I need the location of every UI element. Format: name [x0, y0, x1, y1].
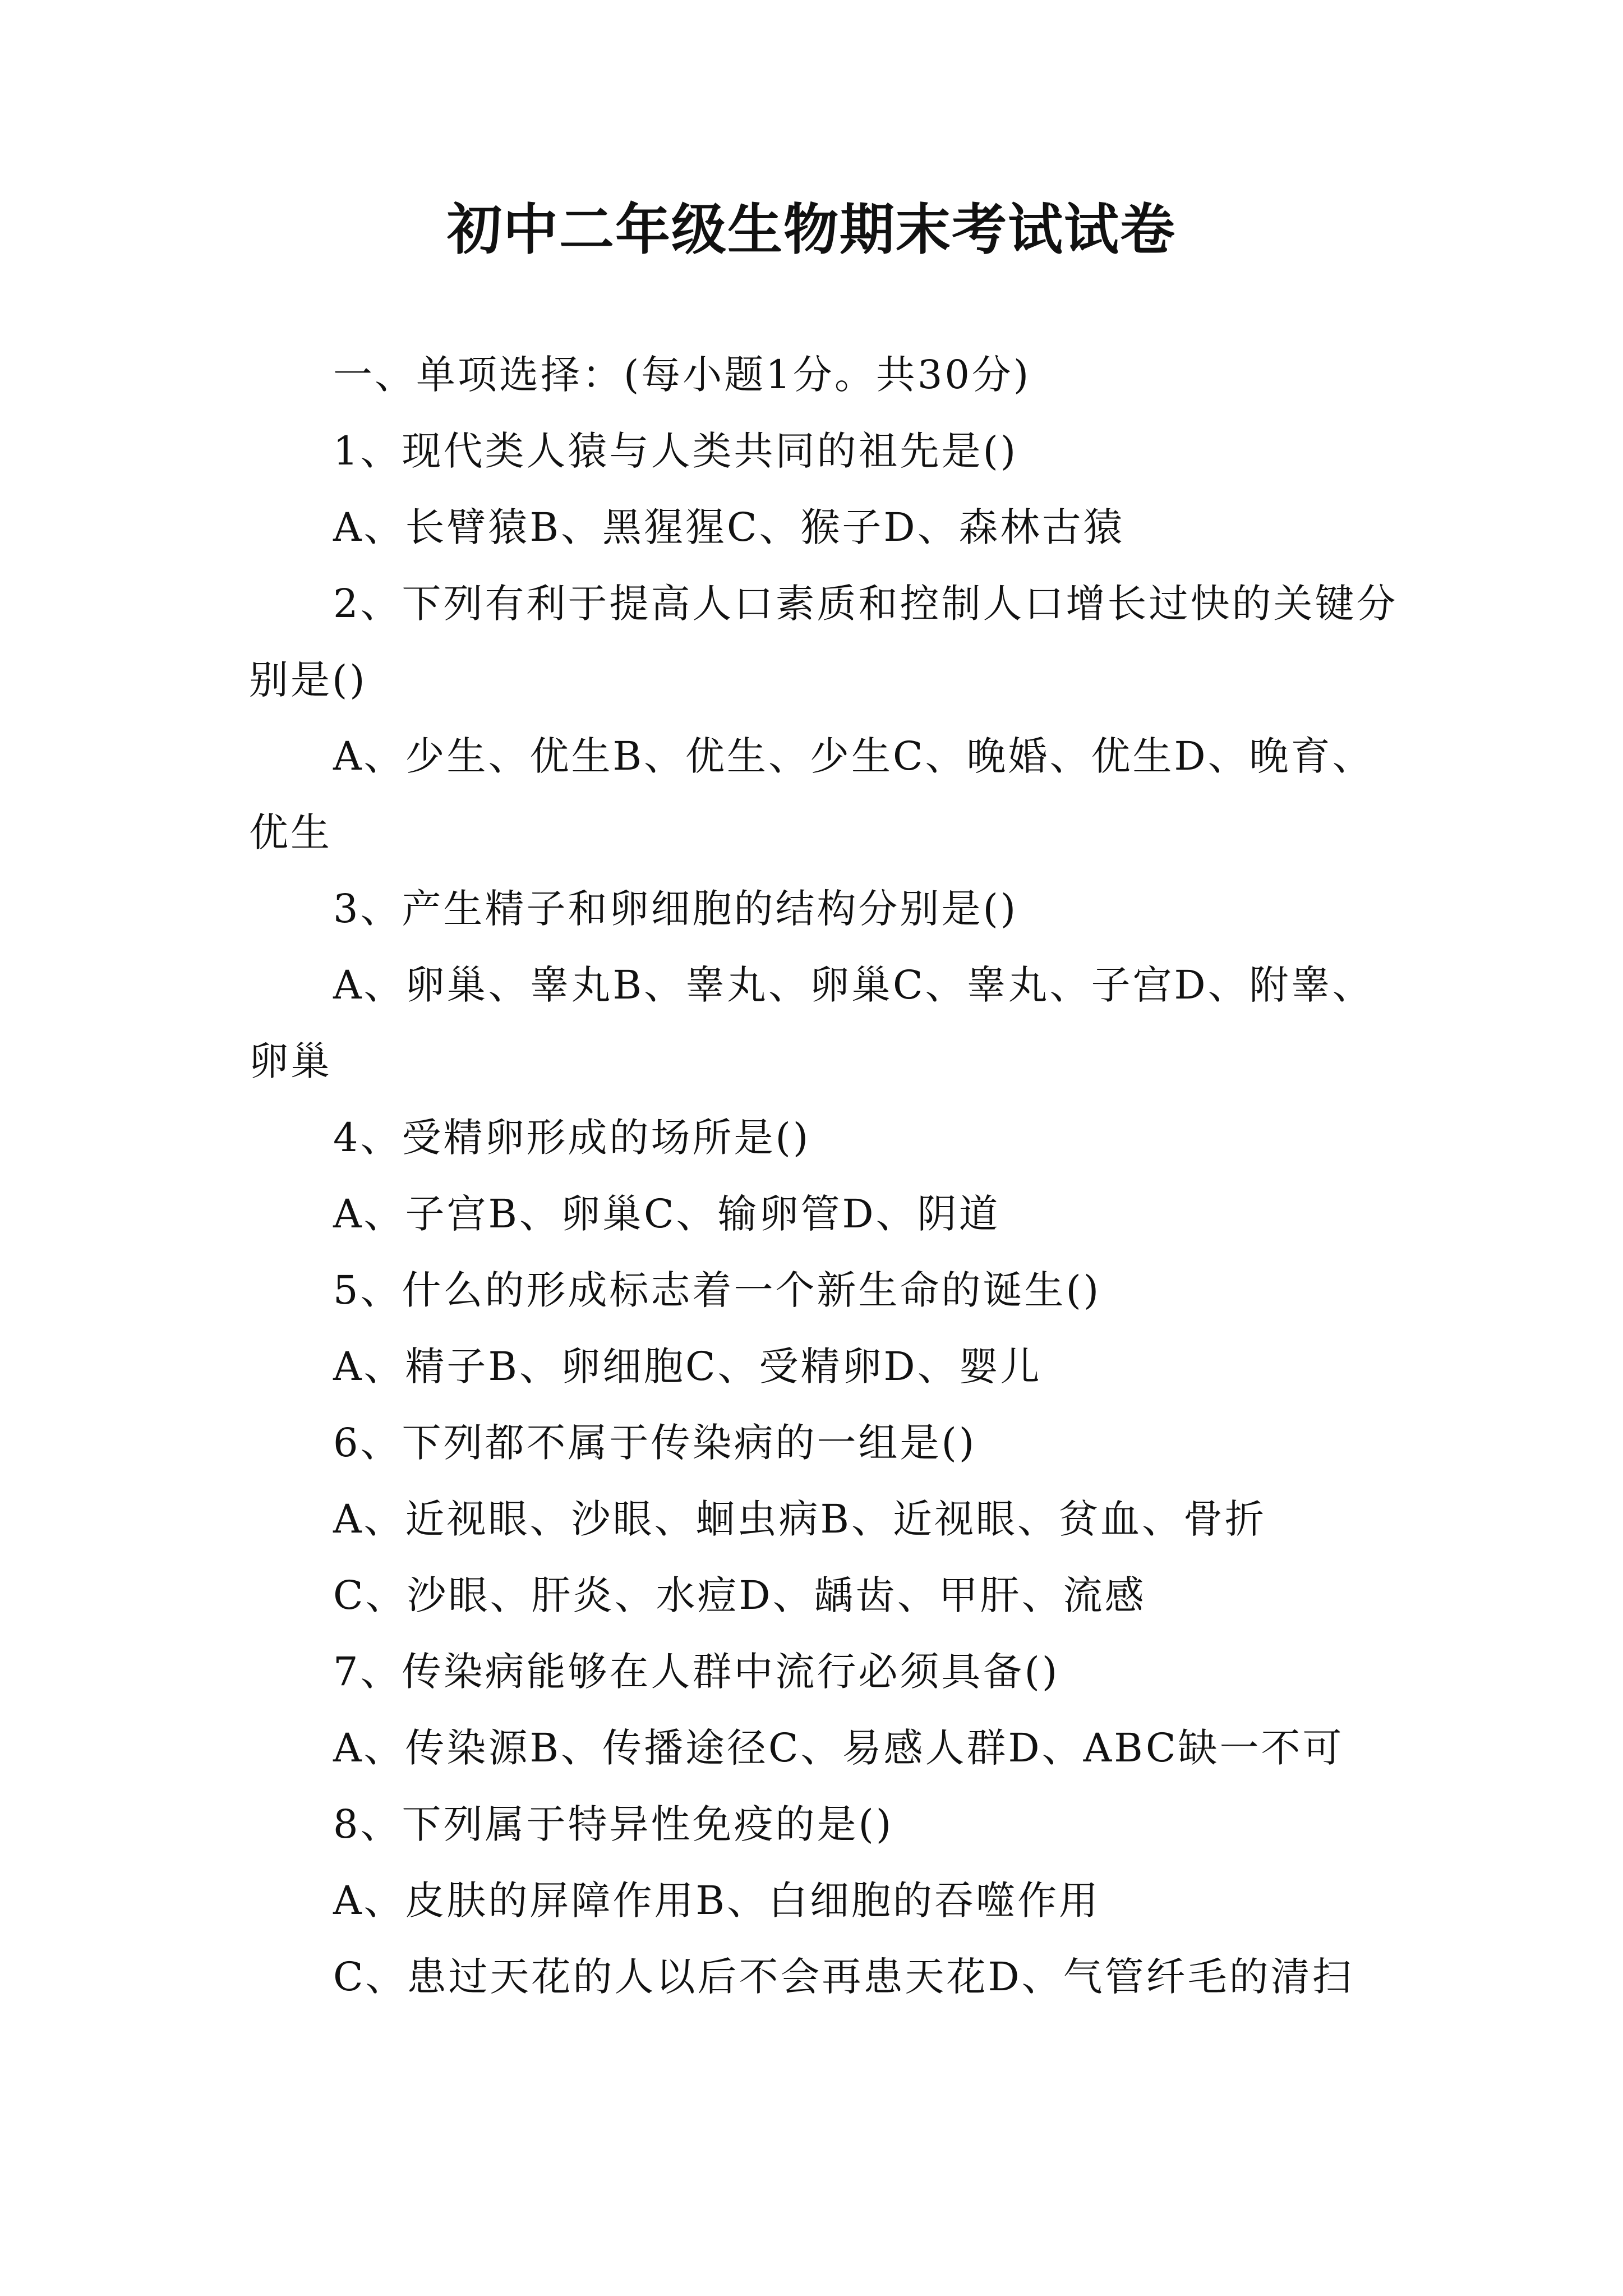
- question-5-options: A、精子B、卵细胞C、受精卵D、婴儿: [333, 1343, 1042, 1389]
- question-8-options-ab: A、皮肤的屏障作用B、白细胞的吞噬作用: [333, 1878, 1100, 1924]
- question-8-options-cd: C、患过天花的人以后不会再患天花D、气管纤毛的清扫: [333, 1954, 1354, 2000]
- question-6-options-ab: A、近视眼、沙眼、蛔虫病B、近视眼、贫血、骨折: [333, 1496, 1266, 1542]
- question-5: 5、什么的形成标志着一个新生命的诞生(): [333, 1267, 1101, 1313]
- question-7: 7、传染病能够在人群中流行必须具备(): [333, 1649, 1060, 1695]
- question-4-options: A、子宫B、卵巢C、输卵管D、阴道: [333, 1191, 1000, 1237]
- question-7-options: A、传染源B、传播途径C、易感人群D、ABC缺一不可: [333, 1725, 1344, 1771]
- question-1-options: A、长臂猿B、黑猩猩C、猴子D、森林古猿: [333, 504, 1125, 550]
- question-6: 6、下列都不属于传染病的一组是(): [333, 1420, 977, 1466]
- question-3: 3、产生精子和卵细胞的结构分别是(): [333, 886, 1018, 932]
- question-1: 1、现代类人猿与人类共同的祖先是(): [333, 428, 1018, 474]
- question-8: 8、下列属于特异性免疫的是(): [333, 1801, 894, 1847]
- section-heading: 一、单项选择：(每小题1分。共30分): [333, 352, 1031, 398]
- page-title: 初中二年级生物期末考试试卷: [446, 198, 1176, 262]
- question-2-options: A、少生、优生B、优生、少生C、晚婚、优生D、晚育、优生: [249, 733, 1374, 855]
- question-4: 4、受精卵形成的场所是(): [333, 1115, 811, 1161]
- question-3-options: A、卵巢、睾丸B、睾丸、卵巢C、睾丸、子宫D、附睾、卵巢: [249, 962, 1374, 1084]
- document-body: [249, 337, 1404, 2015]
- question-6-options-cd: C、沙眼、肝炎、水痘D、龋齿、甲肝、流感: [333, 1572, 1146, 1618]
- question-2: 2、下列有利于提高人口素质和控制人口增长过快的关键分别是(): [249, 581, 1398, 703]
